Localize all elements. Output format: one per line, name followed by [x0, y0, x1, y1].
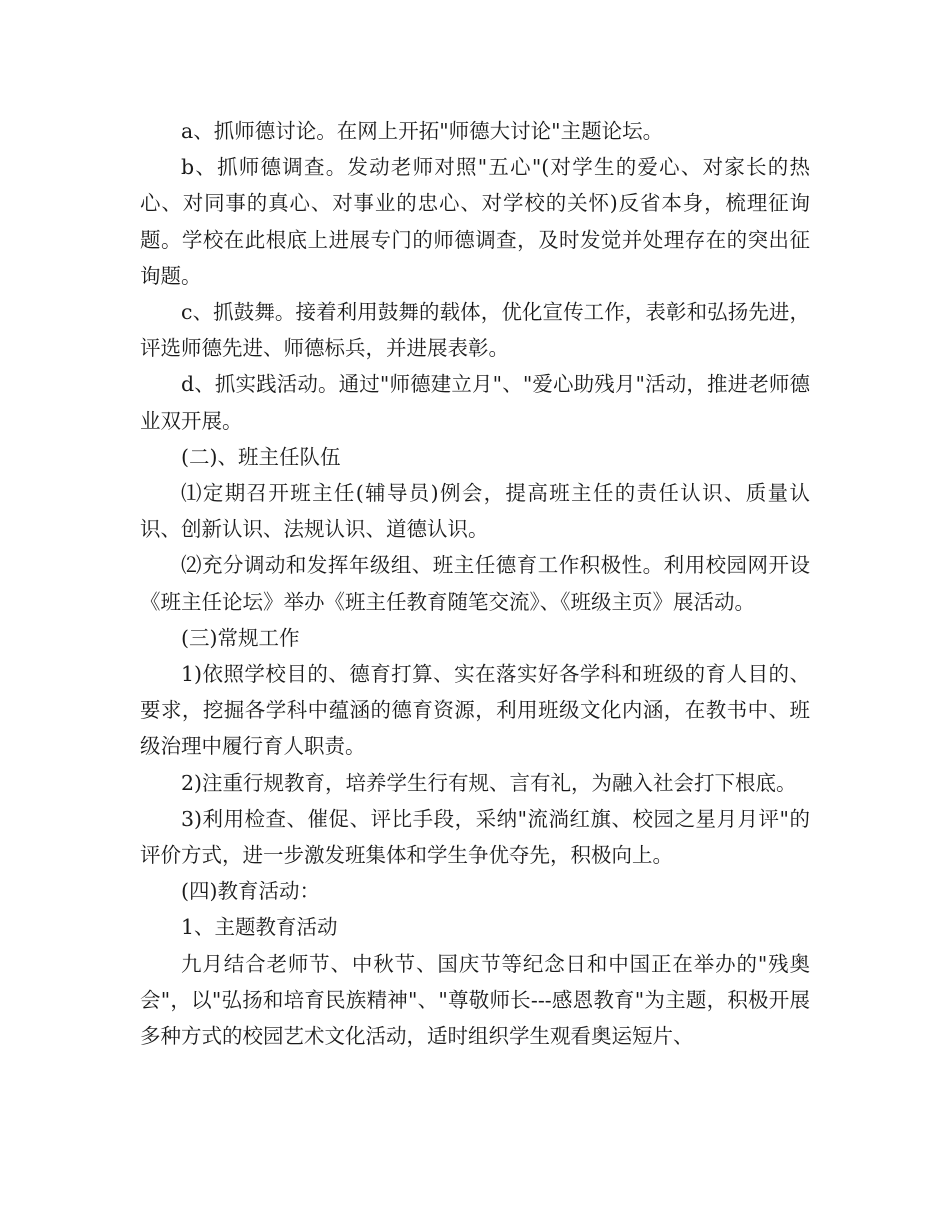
- paragraph-routine-3: 3)利用检查、催促、评比手段，采纳"流淌红旗、校园之星月月评"的评价方式，进一步激发班集体和学生争优夺先，积极向上。: [140, 806, 810, 868]
- paragraph-item-1-meetings: ⑴定期召开班主任(辅导员)例会，提高班主任的责任认识、质量认识、创新认识、法规认识、道德认识。: [140, 481, 810, 542]
- paragraph-a-ethics-discussion: a、抓师德讨论。在网上开拓"师德大讨论"主题论坛。: [181, 119, 664, 143]
- paragraph-c-encouragement: c、抓鼓舞。接着利用鼓舞的载体，优化宣传工作，表彰和弘扬先进，评选师德先进、师德标兵，并进展表彰。: [140, 300, 810, 361]
- section-heading-education-activities: (四)教育活动：: [181, 879, 320, 904]
- paragraph-b-ethics-survey: b、抓师德调查。发动老师对照"五心"(对学生的爱心、对家长的热心、对同事的真心、对事业的忠心、对学校的关怀)反省本身，梳理征询题。学校在此根底上进展专门的师德调查，及时发觉并处理存在的突出征询题。: [140, 155, 810, 288]
- subheading-theme-education: 1、主题教育活动: [181, 915, 338, 940]
- paragraph-september-activities: 九月结合老师节、中秋节、国庆节等纪念日和中国正在举办的"残奥会"，以"弘扬和培育民族精神"、"尊敬师长---感恩教育"为主题，积极开展多种方式的校园艺术文化活动，适时组织学生观看奥运短片、: [140, 951, 810, 1049]
- section-heading-class-teachers: (二)、班主任队伍: [181, 444, 341, 469]
- paragraph-item-2-initiative: ⑵充分调动和发挥年级组、班主任德育工作积极性。利用校园网开设《班主任论坛》举办《班主任教育随笔交流》、《班级主页》展活动。: [140, 553, 810, 614]
- paragraph-routine-2: 2)注重行规教育，培养学生行有规、言有礼，为融入社会打下根底。: [181, 770, 797, 795]
- paragraph-routine-1: 1)依照学校目的、德育打算、实在落实好各学科和班级的育人目的、要求，挖掘各学科中蕴涵的德育资源，利用班级文化内涵，在教书中、班级治理中履行育人职责。: [140, 662, 810, 759]
- section-heading-routine-work: (三)常规工作: [181, 625, 300, 650]
- paragraph-d-practice-activities: d、抓实践活动。通过"师德建立月"、"爱心助残月"活动，推进老师德业双开展。: [140, 372, 810, 433]
- document-page: [140, 113, 810, 1054]
